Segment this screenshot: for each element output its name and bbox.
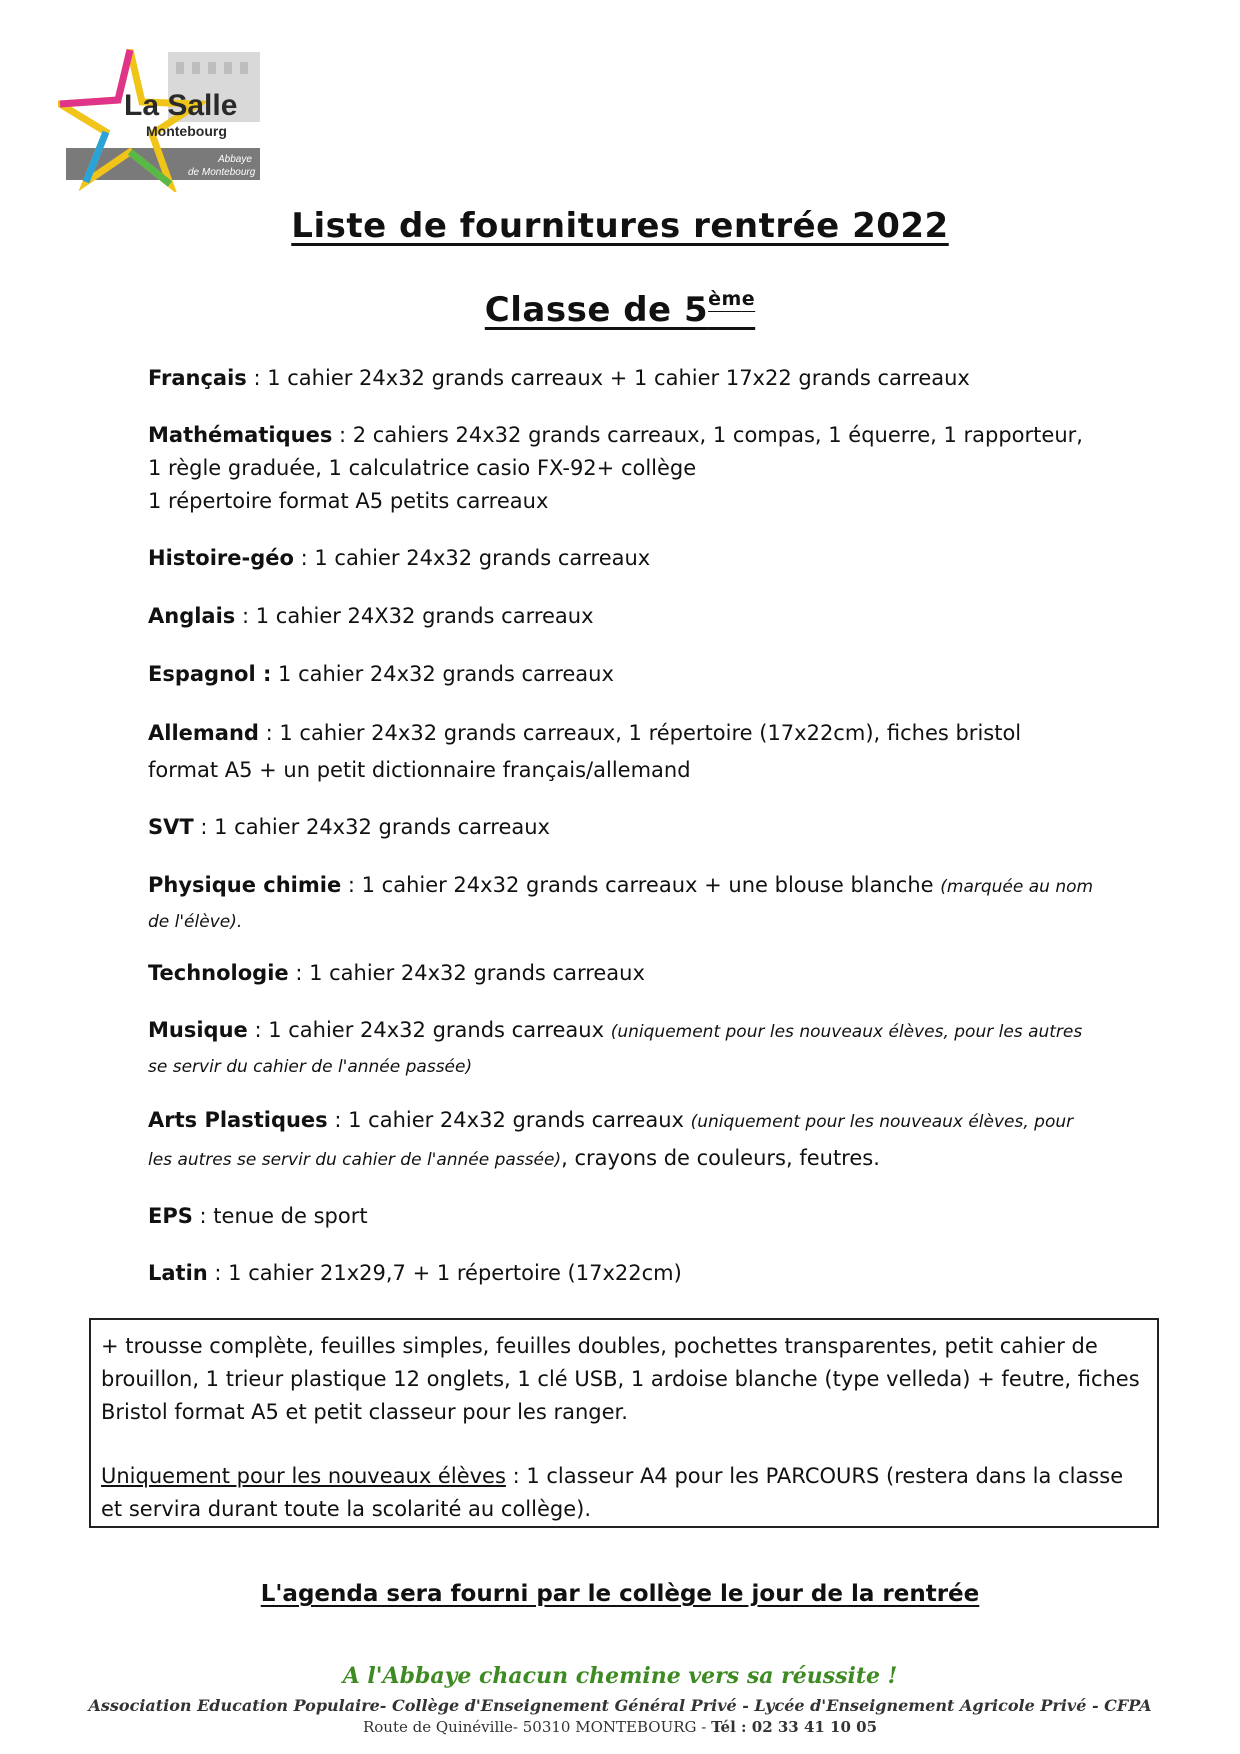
subject-label: Mathématiques: [148, 423, 333, 447]
subject-text: : 1 cahier 24x32 grands carreaux: [327, 1108, 691, 1132]
subject-text: : 1 cahier 24x32 grands carreaux: [193, 815, 550, 839]
subject-text-after: , crayons de couleurs, feutres.: [561, 1146, 880, 1170]
svg-text:de Montebourg: de Montebourg: [188, 167, 256, 178]
subject-label: Allemand: [148, 721, 259, 745]
subject-text-line: format A5 + un petit dictionnaire français/allemand: [148, 758, 691, 782]
subject-note: (uniquement pour les nouveaux élèves, pour les autres se servir du cahier de l'année passée): [148, 1112, 1074, 1170]
new-students-note: [101, 1460, 1147, 1526]
general-supplies-text: + trousse complète, feuilles simples, feuilles doubles, pochettes transparentes, petit cahier de brouillon, 1 trieur plastique 12 onglets, 1 clé USB, 1 ardoise blanche (type velleda) + feutre, fiches Bristol format A5 et petit classeur pour les ranger.: [101, 1334, 1140, 1424]
subject-text: 1 cahier 24x32 grands carreaux: [271, 662, 614, 686]
subject-label: Anglais: [148, 604, 236, 628]
subject-musique: [148, 1014, 1088, 1084]
footer-association: Association Education Populaire- Collège d'Enseignement Général Privé - Lycée d'Enseignement Agricole Privé - CFPA: [88, 1696, 1152, 1715]
new-students-label: Uniquement pour les nouveaux élèves: [101, 1464, 506, 1488]
general-supplies-box: [89, 1318, 1159, 1528]
svg-text:Abbaye: Abbaye: [218, 154, 252, 165]
svg-text:Montebourg: Montebourg: [146, 123, 227, 139]
subject-text-line: 1 répertoire format A5 petits carreaux: [148, 489, 549, 513]
subject-arts-plastiques: [148, 1102, 1088, 1178]
subject-text: : 1 cahier 24x32 grands carreaux: [247, 1018, 611, 1042]
agenda-notice: L'agenda sera fourni par le collège le jour de la rentrée: [260, 1581, 980, 1607]
subject-text: : 1 cahier 24x32 grands carreaux, 1 répertoire (17x22cm), fiches bristol: [258, 721, 1022, 745]
subject-label: Musique: [148, 1018, 248, 1042]
subject-anglais: [148, 600, 1088, 633]
subject-label: Latin: [148, 1261, 208, 1285]
tel-number: : 02 33 41 10 05: [735, 1718, 878, 1736]
subject-text: : 2 cahiers 24x32 grands carreaux, 1 compas, 1 équerre, 1 rapporteur,: [332, 423, 1083, 447]
footer-address: [0, 1718, 1240, 1736]
subject-svt: [148, 811, 1088, 844]
star-logo-icon: [58, 42, 268, 192]
subject-text: : 1 cahier 24x32 grands carreaux: [288, 961, 645, 985]
subject-espagnol: [148, 658, 1088, 691]
subject-allemand: [148, 715, 1088, 789]
subject-label: Arts Plastiques: [148, 1108, 328, 1132]
subject-francais: [148, 362, 1088, 395]
subject-label: Physique chimie: [148, 873, 342, 897]
subject-text: : 1 cahier 21x29,7 + 1 répertoire (17x22cm): [207, 1261, 682, 1285]
subject-mathematiques: [148, 419, 1088, 518]
subject-text: : 1 cahier 24x32 grands carreaux + 1 cahier 17x22 grands carreaux: [246, 366, 970, 390]
subject-label: EPS: [148, 1204, 193, 1228]
subject-physique-chimie: [148, 869, 1098, 939]
subject-latin: [148, 1257, 1088, 1290]
subject-note: (uniquement pour les nouveaux élèves, pour les autres se servir du cahier de l'année passée): [148, 1022, 1083, 1077]
subject-text: : 1 cahier 24x32 grands carreaux + une blouse blanche: [341, 873, 941, 897]
page-title: Liste de fournitures rentrée 2022: [291, 206, 949, 246]
subject-label: SVT: [148, 815, 194, 839]
subject-text: : 1 cahier 24X32 grands carreaux: [235, 604, 594, 628]
footer-motto: A l'Abbaye chacun chemine vers sa réussite !: [342, 1663, 898, 1689]
svg-text:La Salle: La Salle: [124, 89, 238, 122]
class-title-text: Classe de 5: [484, 290, 709, 330]
new-students-text: : 1 classeur A4 pour les PARCOURS (restera dans la classe et servira durant toute la scolarité au collège).: [101, 1464, 1124, 1521]
subject-text: : tenue de sport: [192, 1204, 368, 1228]
school-logo: [58, 42, 268, 192]
class-title: [0, 288, 1240, 330]
address-text: Route de Quinéville- 50310 MONTEBOURG -: [362, 1718, 712, 1736]
subject-label: Français: [148, 366, 247, 390]
subject-label: Technologie: [148, 961, 289, 985]
class-title-sup: ème: [708, 288, 756, 310]
subject-label: Histoire-géo: [148, 546, 294, 570]
subject-label: Espagnol :: [148, 662, 272, 686]
subject-histoire-geo: [148, 542, 1088, 575]
tel-label: Tél: [711, 1718, 736, 1736]
subject-text: : 1 cahier 24x32 grands carreaux: [293, 546, 651, 570]
subject-note: (marquée au nom de l'élève).: [148, 877, 1094, 932]
subject-text-line: 1 règle graduée, 1 calculatrice casio FX-92+ collège: [148, 456, 697, 480]
subject-eps: [148, 1200, 1088, 1233]
subject-technologie: [148, 957, 1088, 990]
